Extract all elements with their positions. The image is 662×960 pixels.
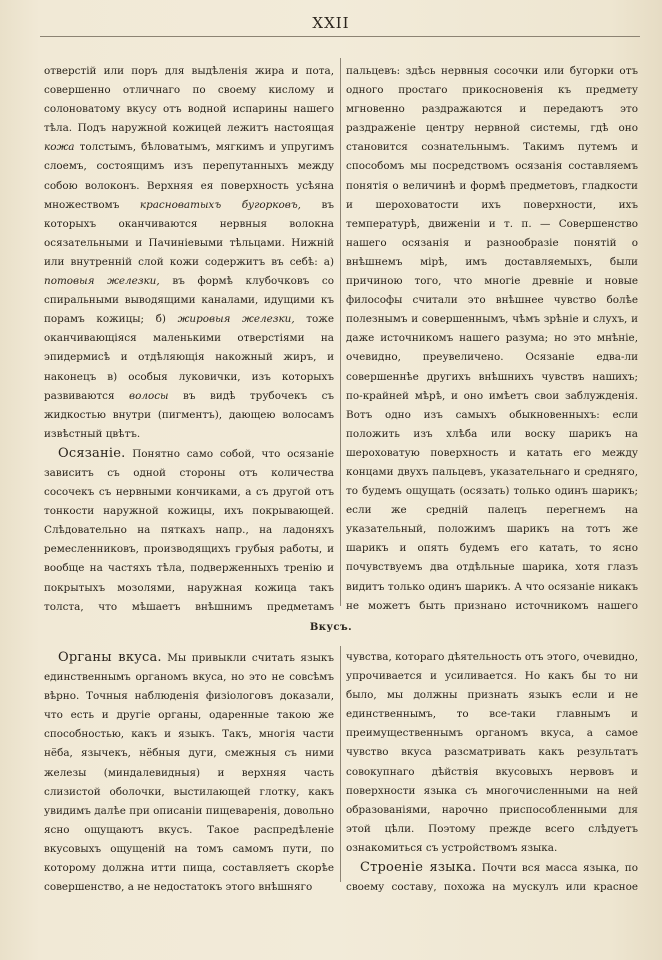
left-column-top [44, 62, 334, 614]
page-number: XXII [312, 14, 350, 32]
text-run: тоже оканчивающіяся маленькими отверстіями на эпидермисѣ и отдѣляющія накожный жиръ, и наконецъ в) особыя луковички, изъ которыхъ развиваются [44, 313, 334, 402]
header-rule [40, 36, 640, 37]
text-run: толстымъ, бѣловатымъ, мягкимъ и упругимъ слоемъ, состоящимъ изъ перепутанныхъ между собою волоконъ. Верхняя ея поверхность усѣяна множествомъ [44, 141, 334, 211]
text-run: въ формѣ клубочковъ со спиральными выводящими каналами, идущими къ порамъ кожицы; б) [44, 275, 334, 326]
column-divider-top [340, 58, 341, 606]
text-run: отверстій или поръ для выдѣленія жира и пота, совершенно отличнаго по своему кислому и солоноватому вкусу отъ водной испарины нашего тѣла. Подъ наружной кожицей лежитъ настоящая [44, 65, 334, 135]
text-run: въ видѣ трубочекъ съ жидкостью внутри (пигментъ), дающею волосамъ извѣстный цвѣтъ. [44, 389, 334, 440]
text-run: пальцевъ: здѣсь нервныя сосочки или бугорки отъ одного простаго прикосновенія къ предмету мгновенно раздражаются и передаютъ это раздраженіе центру нервной системы, гдѣ оно становится сознательнымъ. Такимъ путемъ и способомъ мы посредствомъ осязанія составляемъ понятія о величинѣ и формѣ предметовъ, гладкости и шероховатости ихъ поверхности, ихъ температурѣ, движеніи и т. п. — Совершенство нашего осязанія и разнообразіе понятій о внѣшнемъ мірѣ, имъ доставляемыхъ, были причиною того, что многіе древніе и новые философы считали это внѣшнее чувство болѣе полезнымъ и совершеннымъ, чѣмъ зрѣніе и слухъ, и даже источникомъ нашего разума; но это мнѣніе, очевидно, преувеличено. Осязаніе едва-ли совершеннѣе другихъ внѣшнихъ чувствъ нашихъ; по-крайней мѣрѣ, и оно имѣетъ свои заблужденія. Вотъ одно изъ самыхъ обыкновенныхъ: если положить изъ хлѣба или воску шарикъ на шероховатую поверхность и катать его между концами двухъ пальцевъ, указательнаго и средняго, то будемъ ощущать (осязать) только одинъ шарикъ; если же средній палецъ перегнемъ на указательный, положимъ шарикъ на тотъ же шарикъ и опять будемъ его катать, то ясно почувствуемъ два отдѣльные шарика, хотя глазъ видитъ только одинъ шарикъ. А что осязаніе никакъ не можетъ быть признано источникомъ нашего [346, 65, 638, 612]
term-zhirovye: жировыя железки, [177, 313, 295, 326]
paragraph-fingers [346, 62, 638, 614]
section-title: Вкусъ. [309, 622, 353, 633]
paragraph-organy-vkusa [44, 648, 334, 897]
lead-osyazanie: Осязаніе. [58, 445, 126, 461]
right-column-bottom [346, 648, 638, 898]
column-divider-bottom [340, 646, 341, 882]
text-run: Мы привыкли считать языкъ единственнымъ органомъ вкуса, но это не совсѣмъ вѣрно. Точныя наблюденія физіологовъ доказали, что есть и другіе органы, одаренные такою же способностью, какъ и языкъ. Такъ, многія части нёба, язычекъ, нёбныя дуги, смежныя съ ними железы (миндалевидныя) и верхняя часть слизистой оболочки, выстилающей глотку, какъ увидимъ далѣе при описаніи пищеваренія, довольно ясно ощущаютъ вкусъ. Такое распредѣленіе вкусовыхъ ощущеній на томъ самомъ пути, по которому должна итти пища, составляетъ скорѣе совершенство, а не недостатокъ этого внѣшняго [44, 652, 334, 894]
paragraph-stroenie-yazyka [346, 858, 638, 898]
right-column-top [346, 62, 638, 614]
term-bugorki: красноватыхъ бугорковъ, [139, 198, 301, 211]
text-run: чувства, котораго дѣятельность отъ этого, очевидно, упрочивается и усиливается. Но какъ бы то ни было, мы должны признать языкъ если и не единственнымъ, то все-таки главнымъ и преимущественнымъ органомъ вкуса, а самое чувство вкуса разсматривать какъ результатъ совокупнаго дѣйствія вкусовыхъ нервовъ и поверхности языка съ многочисленными на ней образованіями, нарочно приспособленными для этой цѣли. Поэтому прежде всего слѣдуетъ ознакомиться съ устройствомъ языка. [346, 651, 638, 854]
paragraph-taste-sense [346, 648, 638, 858]
term-potovye: потовыя железки, [44, 275, 160, 288]
paragraph-osyazanie [44, 444, 334, 614]
term-kozha: кожа [44, 141, 75, 154]
text-run: Понятно само собой, что осязаніе зависитъ съ одной стороны отъ количества сосочекъ съ нервными кончиками, а съ другой отъ тонкости наружной кожицы, ихъ покрывающей. Слѣдовательно на пяткахъ напр., на ладоняхъ ремесленниковъ, производящихъ грубыя работы, и вообще на частяхъ тѣла, подверженныхъ тренію и покрытыхъ мозолями, наружная кожица такъ толста, что мѣшаетъ внѣшнимъ предметамъ [44, 447, 334, 613]
lead-organy-vkusa: Органы вкуса. [58, 650, 162, 665]
text-run: Почти вся масса языка, по своему составу, похожа на мускулъ или красное [346, 862, 638, 894]
paragraph-skin-layers [44, 62, 334, 444]
left-column-bottom [44, 648, 334, 898]
text-run: въ которыхъ оканчиваются нервныя волокна осязательными и Пачиніевыми тѣльцами. Нижній или внутренній слой кожи содержитъ въ себѣ: а) [44, 198, 334, 268]
term-volosy: волосы [129, 389, 169, 402]
lead-stroenie-yazyka: Строеніе языка. [360, 860, 477, 876]
